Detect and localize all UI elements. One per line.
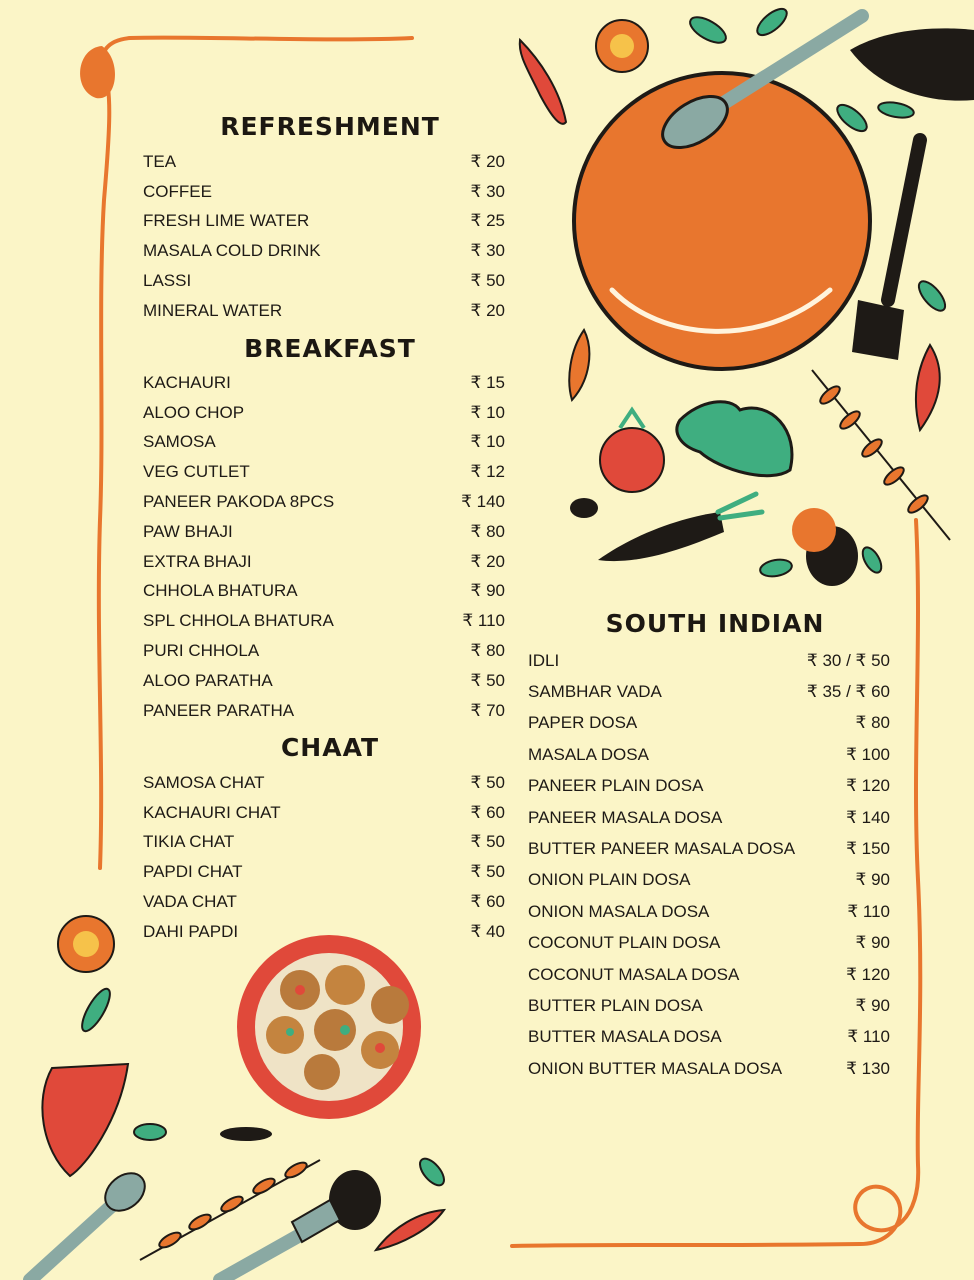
section-title-south-indian: SOUTH INDIAN [605,609,825,638]
section-title-refreshment: REFRESHMENT [220,112,440,141]
item-price: ₹ 30 / ₹ 50 [806,650,890,670]
menu-item [528,676,890,707]
menu-item [143,207,505,237]
menu-item [143,798,505,828]
menu-item [143,147,505,177]
leaf-icon [759,557,793,578]
menu-item [143,177,505,207]
leaf-icon [134,1124,166,1140]
item-price: ₹ 100 [846,744,890,764]
item-name: PAW BHAJI [143,521,233,541]
item-price: ₹ 110 [847,1027,890,1047]
item-price: ₹ 30 [470,181,505,201]
item-name: PURI CHHOLA [143,641,260,661]
item-name: BUTTER PANEER MASALA DOSA [528,839,796,859]
leaf-icon [77,985,115,1035]
menu-item [143,457,505,487]
chaat-list [143,768,505,947]
leaf-icon [416,1155,449,1190]
item-name: ONION BUTTER MASALA DOSA [528,1058,783,1078]
item-price: ₹ 50 [470,832,505,852]
leaf-icon [914,277,949,315]
menu-item [143,266,505,296]
menu-item [528,928,890,959]
orange-slice-icon [58,916,114,972]
item-price: ₹ 10 [470,432,505,452]
item-name: COCONUT PLAIN DOSA [528,933,721,953]
item-price: ₹ 90 [855,995,890,1015]
menu-item [143,398,505,428]
item-name: TIKIA CHAT [143,832,235,852]
item-name: COFFEE [143,181,212,201]
item-price: ₹ 120 [846,964,890,984]
item-name: ONION PLAIN DOSA [528,870,691,890]
section-title-breakfast: BREAKFAST [244,334,416,363]
item-price: ₹ 20 [470,300,505,320]
apricot-icon [792,508,836,552]
item-price: ₹ 40 [470,921,505,941]
item-price: ₹ 30 [470,241,505,261]
menu-item [528,802,890,833]
section-title-chaat: CHAAT [280,733,380,762]
ladle-icon [850,28,974,100]
left-swirl-blob [80,46,115,98]
menu-item [143,636,505,666]
menu-item [528,990,890,1021]
menu-item [143,236,505,266]
menu-item [143,917,505,947]
eggplant-icon [570,498,598,518]
chili-icon [916,345,940,430]
menu-item [528,1022,890,1053]
item-price: ₹ 130 [846,1058,890,1078]
item-price: ₹ 20 [470,151,505,171]
item-price: ₹ 50 [470,862,505,882]
item-price: ₹ 20 [470,551,505,571]
item-price: ₹ 70 [470,700,505,720]
leaf-icon [877,100,915,120]
leaf-icon [753,4,791,39]
item-name: PAPDI CHAT [143,862,243,882]
item-name: MINERAL WATER [143,300,283,320]
menu-item [143,696,505,726]
item-price: ₹ 10 [470,402,505,422]
lettuce-icon [677,402,792,476]
menu-item [528,896,890,927]
item-name: PAPER DOSA [528,713,638,733]
item-name: EXTRA BHAJI [143,551,252,571]
item-price: ₹ 120 [846,776,890,796]
carrot-icon [598,494,762,561]
item-price: ₹ 15 [470,372,505,392]
item-price: ₹ 80 [855,713,890,733]
item-price: ₹ 110 [462,611,505,631]
item-name: MASALA COLD DRINK [143,241,321,261]
item-price: ₹ 90 [855,870,890,890]
chili-icon [569,330,589,400]
menu-item [143,517,505,547]
item-price: ₹ 60 [470,802,505,822]
item-name: SAMBHAR VADA [528,682,662,702]
menu-item [143,768,505,798]
item-name: ALOO PARATHA [143,670,273,690]
menu-item [143,487,505,517]
item-name: IDLI [528,650,560,670]
menu-item [528,865,890,896]
item-price: ₹ 12 [470,462,505,482]
orange-slice-icon [596,20,648,72]
leaf-icon [686,12,730,48]
chili-icon [376,1210,444,1250]
item-name: SAMOSA CHAT [143,772,265,792]
item-price: ₹ 140 [846,807,890,827]
item-name: KACHAURI [143,372,231,392]
menu-item [528,708,890,739]
item-name: SAMOSA [143,432,216,452]
item-price: ₹ 50 [470,670,505,690]
item-name: BUTTER MASALA DOSA [528,1027,722,1047]
leaf-icon [859,544,885,575]
menu-item [143,428,505,458]
menu-item [143,547,505,577]
breakfast-list [143,368,505,726]
menu-item [143,296,505,326]
orange-slice-icon [42,1064,128,1176]
leaf-icon [220,1127,272,1141]
item-price: ₹ 140 [461,492,505,512]
item-price: ₹ 150 [846,839,890,859]
item-name: PANEER MASALA DOSA [528,807,723,827]
menu-item [143,577,505,607]
menu-item [143,828,505,858]
item-name: VEG CUTLET [143,462,250,482]
menu-item [143,368,505,398]
item-name: CHHOLA BHATURA [143,581,298,601]
menu-item [528,771,890,802]
south-indian-list [528,645,890,1084]
item-name: PANEER PLAIN DOSA [528,776,704,796]
item-price: ₹ 90 [855,933,890,953]
item-name: SPL CHHOLA BHATURA [143,611,334,631]
item-price: ₹ 80 [470,521,505,541]
item-name: FRESH LIME WATER [143,211,310,231]
menu-item [143,857,505,887]
menu-item [528,739,890,770]
chili-icon [520,40,566,124]
item-name: LASSI [143,271,192,291]
item-price: ₹ 80 [470,641,505,661]
refreshment-list [143,147,505,326]
item-name: COCONUT MASALA DOSA [528,964,740,984]
item-name: PANEER PAKODA 8PCS [143,492,335,512]
menu-item [528,645,890,676]
item-price: ₹ 50 [470,772,505,792]
spoon-icon [30,1166,152,1280]
item-price: ₹ 50 [470,271,505,291]
chaat-plate-image [237,935,421,1119]
menu-item [143,887,505,917]
fork-icon [220,1200,340,1280]
item-price: ₹ 110 [847,901,890,921]
item-price: ₹ 90 [470,581,505,601]
item-price: ₹ 25 [470,211,505,231]
item-name: PANEER PARATHA [143,700,295,720]
menu-item [143,666,505,696]
item-price: ₹ 35 / ₹ 60 [806,682,890,702]
item-name: VADA CHAT [143,892,237,912]
item-name: ONION MASALA DOSA [528,901,710,921]
item-name: ALOO CHOP [143,402,245,422]
item-name: DAHI PAPDI [143,921,239,941]
item-name: KACHAURI CHAT [143,802,281,822]
menu-item [528,959,890,990]
menu-item [528,833,890,864]
menu-item [143,606,505,636]
item-name: TEA [143,151,177,171]
tomato-icon [600,410,664,492]
item-name: BUTTER PLAIN DOSA [528,995,703,1015]
item-price: ₹ 60 [470,892,505,912]
item-name: MASALA DOSA [528,744,649,764]
menu-item [528,1053,890,1084]
